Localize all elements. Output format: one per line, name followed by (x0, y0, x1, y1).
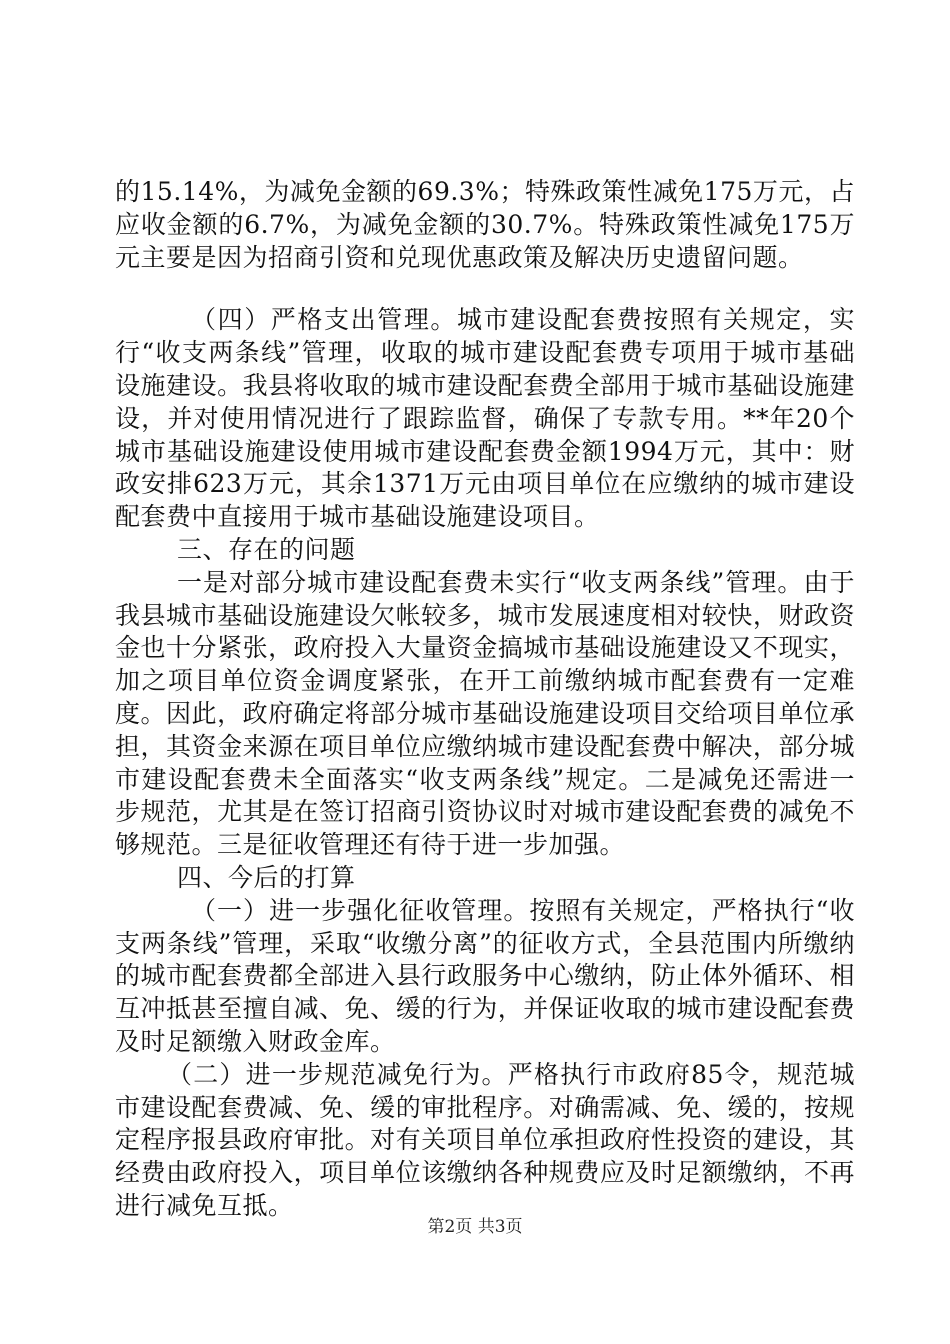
page-footer: 第2页 共3页 (427, 1217, 523, 1237)
section-heading-plans: 四、今后的打算 (177, 862, 356, 892)
document-body (115, 176, 855, 1223)
paragraph-reduction-stats: 的15.14%，为减免金额的69.3%；特殊政策性减免175万元，占应收金额的6.7%，为减免金额的30.7%。特殊政策性减免175万元主要是因为招商引资和兑现优惠政策及解决历史遗留问题。 (115, 177, 855, 272)
paragraph-problems: 一是对部分城市建设配套费未实行“收支两条线”管理。由于我县城市基础设施建设欠帐较多，城市发展速度相对较快，财政资金也十分紧张，政府投入大量资金搞城市基础设施建设又不现实，加之项目单位资金调度紧张，在开工前缴纳城市配套费有一定难度。因此，政府确定将部分城市基础设施建设项目交给项目单位承担，其资金来源在项目单位应缴纳城市建设配套费中解决，部分城市建设配套费未全面落实“收支两条线”规定。二是减免还需进一步规范，尤其是在签订招商引资协议时对城市建设配套费的减免不够规范。三是征收管理还有待于进一步加强。 (115, 567, 855, 860)
paragraph-expenditure-management: （四）严格支出管理。城市建设配套费按照有关规定，实行“收支两条线”管理，收取的城市建设配套费专项用于城市基础设施建设。我县将收取的城市建设配套费全部用于城市基础设施建设，并对使用情况进行了跟踪监督，确保了专款专用。**年20个城市基础设施建设使用城市建设配套费金额1994万元，其中：财政安排623万元，其余1371万元由项目单位在应缴纳的城市建设配套费中直接用于城市基础设施建设项目。 (115, 305, 855, 532)
paragraph-reduction-regulation: （二）进一步规范减免行为。严格执行市政府85令，规范城市建设配套费减、免、缓的审批程序。对确需减、免、缓的，按规定程序报县政府审批。对有关项目单位承担政府性投资的建设，其经费由政府投入，项目单位该缴纳各种规费应及时足额缴纳，不再进行减免互抵。 (115, 1059, 855, 1220)
section-heading-problems: 三、存在的问题 (177, 534, 356, 564)
paragraph-collection-management: （一）进一步强化征收管理。按照有关规定，严格执行“收支两条线”管理，采取“收缴分离”的征收方式，全县范围内所缴纳的城市配套费都全部进入县行政服务中心缴纳，防止体外循环、相互冲抵甚至擅自减、免、缓的行为，并保证收取的城市建设配套费及时足额缴入财政金库。 (115, 895, 855, 1056)
